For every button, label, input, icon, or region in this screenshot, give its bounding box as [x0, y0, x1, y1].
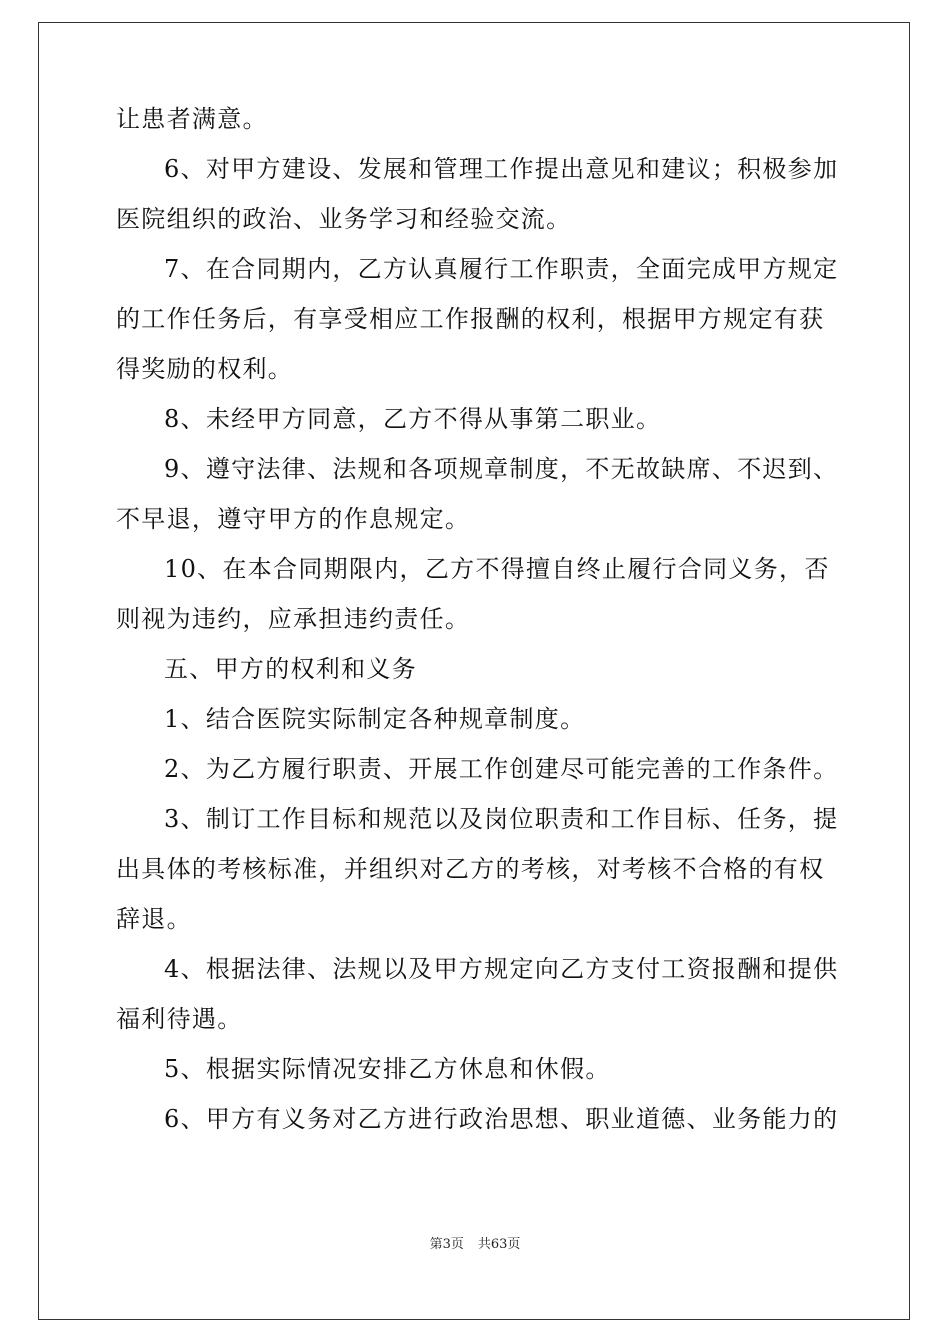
- text-line: 出具体的考核标准，并组织对乙方的考核，对考核不合格的有权: [116, 855, 825, 883]
- text-line: 则视为违约，应承担违约责任。: [116, 605, 471, 633]
- text-line: 让患者满意。: [116, 105, 268, 133]
- text-line: 4、根据法律、法规以及甲方规定向乙方支付工资报酬和提供: [164, 955, 839, 983]
- page-footer: [0, 1233, 950, 1252]
- paragraph-continuation: [116, 94, 846, 144]
- section-heading: [116, 644, 846, 694]
- page-total: 共63页: [477, 1237, 521, 1252]
- paragraph-party-a-5: [116, 1044, 846, 1094]
- paragraph-party-a-3: [116, 794, 846, 944]
- text-line: 5、根据实际情况安排乙方休息和休假。: [164, 1055, 611, 1083]
- paragraph-item-8: [116, 394, 846, 444]
- text-line: 10、在本合同期限内，乙方不得擅自终止履行合同义务，否: [164, 555, 830, 583]
- text-line: 6、对甲方建设、发展和管理工作提出意见和建议；积极参加: [164, 155, 839, 183]
- page-number: 第3页: [429, 1237, 464, 1252]
- paragraph-party-a-2: [116, 744, 846, 794]
- text-line: 3、制订工作目标和规范以及岗位职责和工作目标、任务，提: [164, 805, 839, 833]
- text-line: 8、未经甲方同意，乙方不得从事第二职业。: [164, 405, 662, 433]
- text-line: 1、结合医院实际制定各种规章制度。: [164, 705, 586, 733]
- text-line: 得奖励的权利。: [116, 355, 294, 383]
- text-line: 不早退，遵守甲方的作息规定。: [116, 505, 471, 533]
- text-line: 福利待遇。: [116, 1005, 243, 1033]
- text-line: 辞退。: [116, 905, 192, 933]
- paragraph-party-a-1: [116, 694, 846, 744]
- text-line: 9、遵守法律、法规和各项规章制度，不无故缺席、不迟到、: [164, 455, 839, 483]
- text-line: 2、为乙方履行职责、开展工作创建尽可能完善的工作条件。: [164, 755, 839, 783]
- text-line: 医院组织的政治、业务学习和经验交流。: [116, 205, 572, 233]
- text-line: 6、甲方有义务对乙方进行政治思想、职业道德、业务能力的: [164, 1105, 839, 1133]
- document-body: [116, 94, 846, 1144]
- paragraph-item-9: [116, 444, 846, 544]
- text-line: 7、在合同期内，乙方认真履行工作职责，全面完成甲方规定: [164, 255, 839, 283]
- heading-line: 五、甲方的权利和义务: [164, 655, 417, 683]
- paragraph-party-a-4: [116, 944, 846, 1044]
- paragraph-item-6: [116, 144, 846, 244]
- paragraph-item-10: [116, 544, 846, 644]
- text-line: 的工作任务后，有享受相应工作报酬的权利，根据甲方规定有获: [116, 305, 825, 333]
- paragraph-party-a-6: [116, 1094, 846, 1144]
- paragraph-item-7: [116, 244, 846, 394]
